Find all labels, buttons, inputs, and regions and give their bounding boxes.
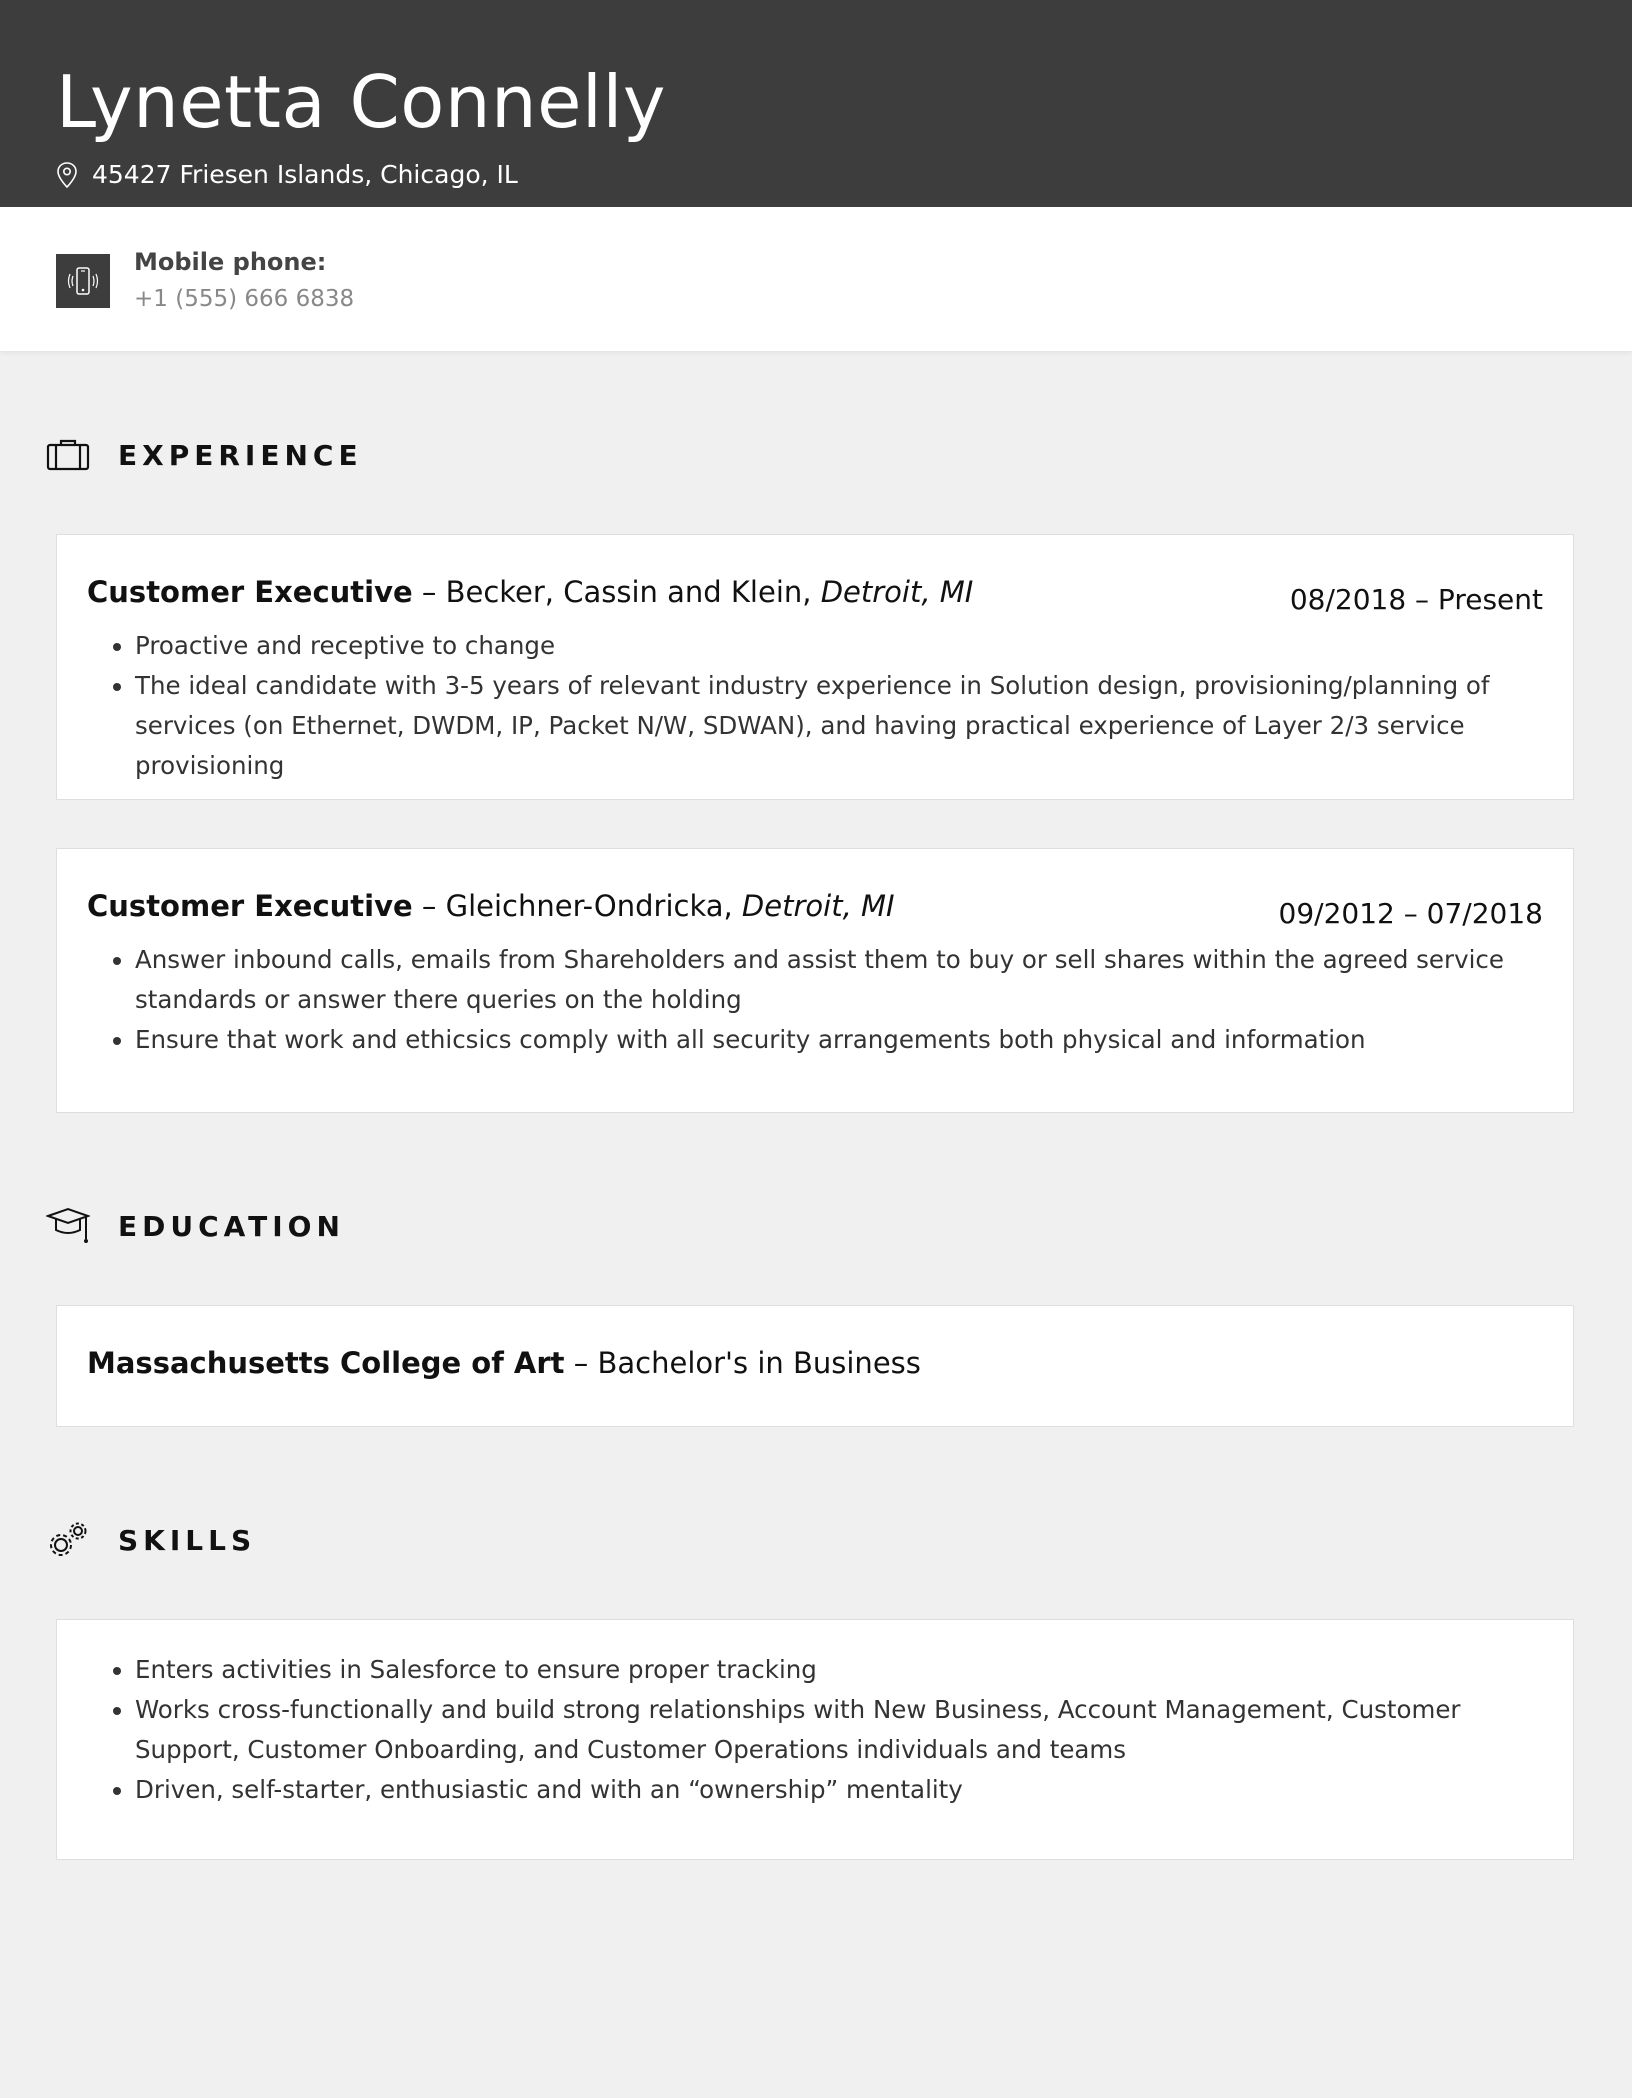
list-item: • Enters activities in Salesforce to ensure proper tracking [135,1650,1543,1690]
degree: – Bachelor's in Business [564,1346,921,1380]
job-company: – Becker, Cassin and Klein, [412,575,812,609]
phone-info [134,245,354,351]
school-name: Massachusetts College of Art [87,1346,565,1380]
skills-heading [46,1518,256,1562]
job-dates: 09/2012 – 07/2018 [1278,897,1543,930]
list-item: • Answer inbound calls, emails from Shareholders and assist them to buy or sell shares within the agreed service standards or answer there queries on the holding [135,940,1543,1020]
experience-title: EXPERIENCE [118,438,363,472]
skills-list [87,1650,1543,1810]
gears-icon [46,1520,90,1560]
experience-card-2 [56,848,1574,1113]
graduation-cap-icon [46,1206,90,1246]
education-card [56,1305,1574,1427]
address-line [56,160,1632,189]
skills-title: SKILLS [118,1523,257,1557]
phone-label: Mobile phone: [134,248,327,276]
list-item: • The ideal candidate with 3-5 years of relevant industry experience in Solution design, provisioning/planning of services (on Ethernet, DWDM, IP, Packet N/W, SDWAN), and having practical experience of Layer 2/3 service provisioning [135,666,1543,786]
experience-card-1 [56,534,1574,800]
experience-heading [46,433,363,477]
list-item: • Works cross-functionally and build strong relationships with New Business, Account Management, Customer Support, Customer Onboarding, and Customer Operations individuals and teams [135,1690,1543,1770]
briefcase-icon [46,435,90,475]
list-item: • Proactive and receptive to change [135,626,1543,666]
job-header [87,889,1543,930]
job-bullets [87,940,1543,1060]
job-dates: 08/2018 – Present [1289,583,1543,616]
mobile-phone-icon [66,264,100,298]
address-text: 45427 Friesen Islands, Chicago, IL [92,160,518,189]
education-entry [87,1346,1543,1380]
list-item: • Driven, self-starter, enthusiastic and with an “ownership” mentality [135,1770,1543,1810]
job-company: – Gleichner-Ondricka, [412,889,733,923]
candidate-name: Lynetta Connelly [56,60,667,144]
job-title: Customer Executive [87,889,413,923]
list-item: • Ensure that work and ethicsics comply with all security arrangements both physical and information [135,1020,1543,1060]
education-heading [46,1204,345,1248]
phone-icon-box [56,254,110,308]
job-location: Detroit, MI [732,889,895,923]
phone-number: +1 (555) 666 6838 [134,286,355,312]
job-header [87,575,1543,616]
job-location: Detroit, MI [811,575,974,609]
job-bullets [87,626,1543,786]
skills-card [56,1619,1574,1860]
location-pin-icon [56,161,78,189]
resume-header [0,0,1632,207]
education-title: EDUCATION [118,1209,345,1243]
contact-bar [0,207,1632,351]
job-title: Customer Executive [87,575,413,609]
